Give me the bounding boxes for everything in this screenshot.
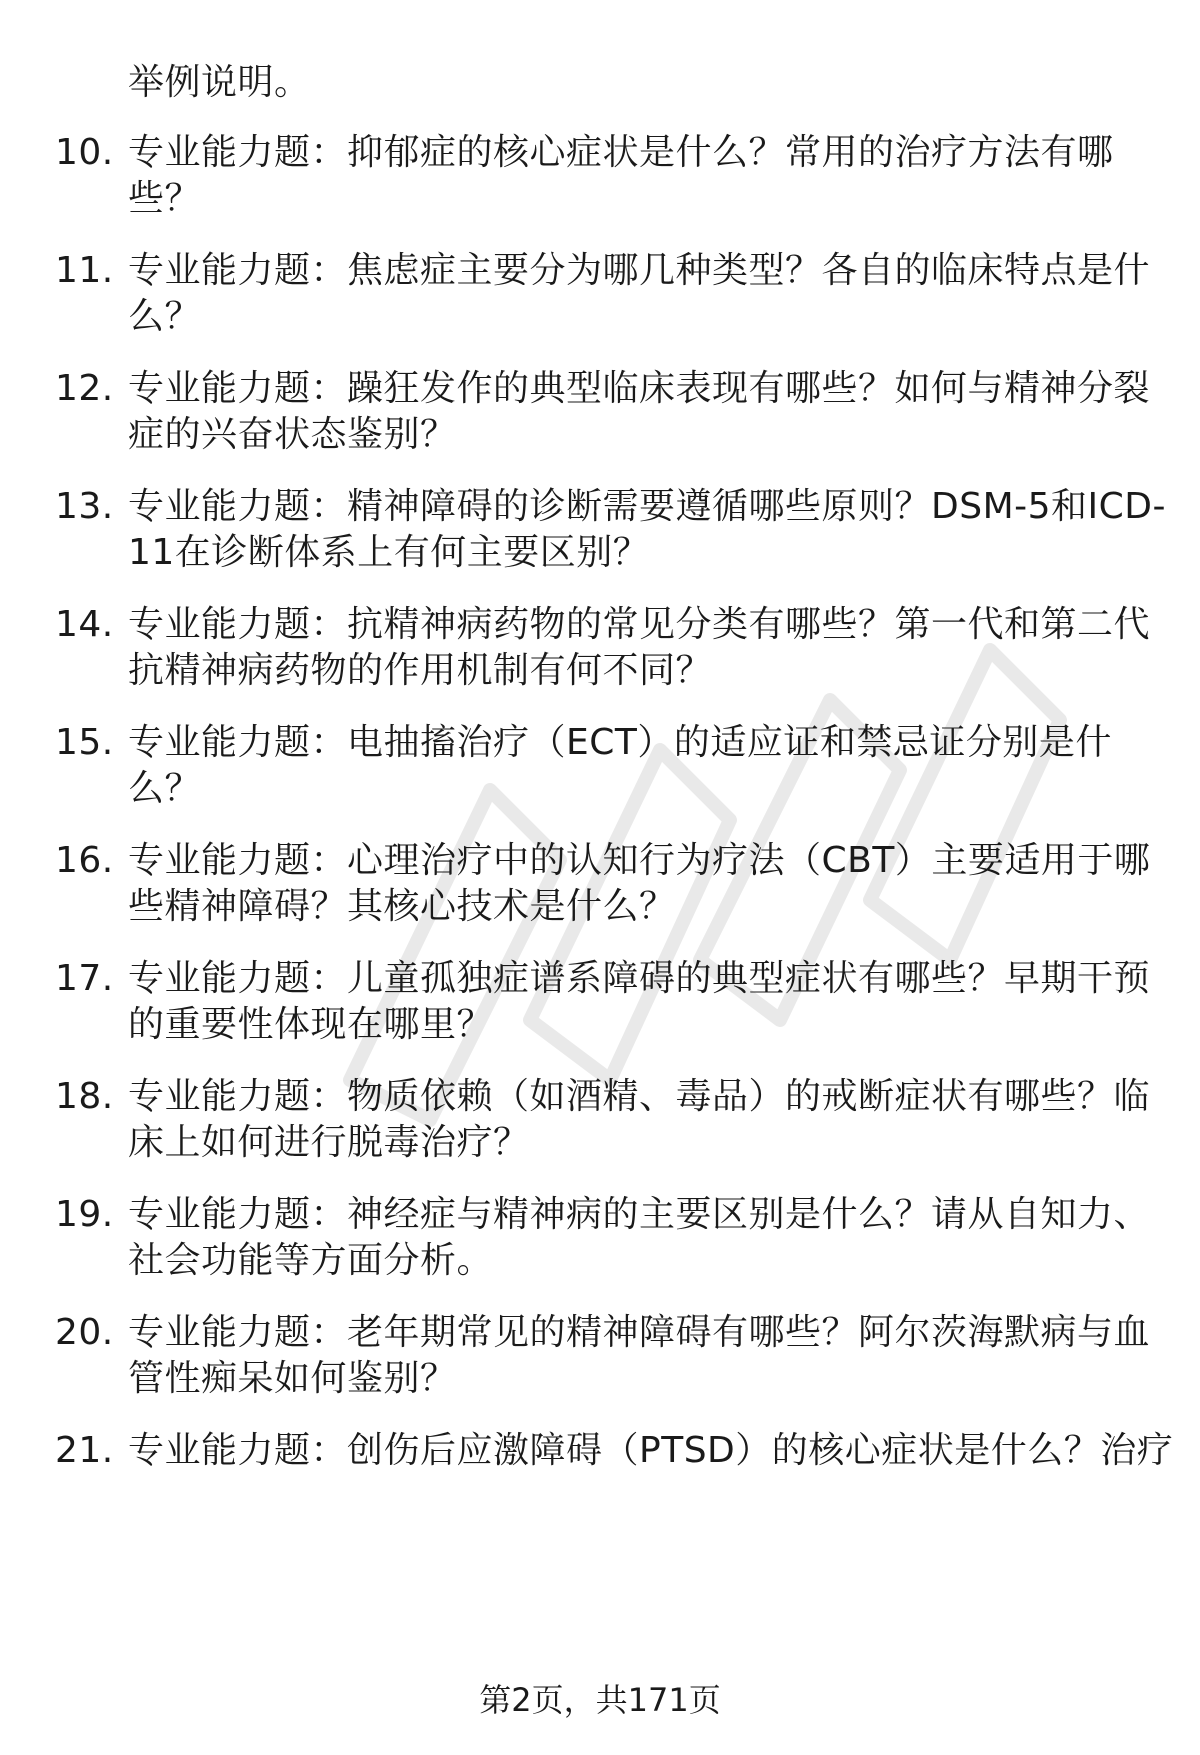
question-number: 11. xyxy=(55,250,114,291)
question-text-line1: 专业能力题：抗精神病药物的常见分类有哪些？第一代和第二代 xyxy=(128,604,1151,645)
question-text-line2: 抗精神病药物的作用机制有何不同？ xyxy=(128,650,713,691)
question-number: 17. xyxy=(55,958,114,999)
question-text-line1: 专业能力题：心理治疗中的认知行为疗法（CBT）主要适用于哪 xyxy=(128,840,1151,881)
question-text-line1: 专业能力题：创伤后应激障碍（PTSD）的核心症状是什么？治疗 xyxy=(128,1430,1174,1471)
question-text-line1: 专业能力题：物质依赖（如酒精、毒品）的戒断症状有哪些？临 xyxy=(128,1076,1151,1117)
question-text-line1: 专业能力题：抑郁症的核心症状是什么？常用的治疗方法有哪 xyxy=(128,132,1114,173)
question-text-line2: 么？ xyxy=(128,296,202,337)
question-number: 16. xyxy=(55,840,114,881)
question-text-line2: 床上如何进行脱毒治疗？ xyxy=(128,1122,530,1163)
question-text-line2: 么？ xyxy=(128,768,202,809)
question-text-line2: 症的兴奋状态鉴别？ xyxy=(128,414,457,455)
question-number: 19. xyxy=(55,1194,114,1235)
question-text-line1: 专业能力题：儿童孤独症谱系障碍的典型症状有哪些？早期干预 xyxy=(128,958,1151,999)
continuation-text: 举例说明。 xyxy=(128,62,311,103)
question-text-line2: 社会功能等方面分析。 xyxy=(128,1240,494,1281)
question-number: 18. xyxy=(55,1076,114,1117)
question-text-line2: 些？ xyxy=(128,178,202,219)
question-number: 15. xyxy=(55,722,114,763)
question-number: 14. xyxy=(55,604,114,645)
question-text-line1: 专业能力题：精神障碍的诊断需要遵循哪些原则？DSM-5和ICD- xyxy=(128,486,1166,527)
question-number: 13. xyxy=(55,486,114,527)
question-text-line1: 专业能力题：老年期常见的精神障碍有哪些？阿尔茨海默病与血 xyxy=(128,1312,1151,1353)
question-text-line2: 11在诊断体系上有何主要区别？ xyxy=(128,532,650,573)
question-text-line1: 专业能力题：电抽搐治疗（ECT）的适应证和禁忌证分别是什 xyxy=(128,722,1112,763)
question-number: 21. xyxy=(55,1430,114,1471)
question-number: 12. xyxy=(55,368,114,409)
page-footer: 第2页，共171页 xyxy=(479,1681,721,1719)
question-text-line1: 专业能力题：神经症与精神病的主要区别是什么？请从自知力、 xyxy=(128,1194,1151,1235)
question-number: 20. xyxy=(55,1312,114,1353)
question-text-line1: 专业能力题：焦虑症主要分为哪几种类型？各自的临床特点是什 xyxy=(128,250,1151,291)
question-text-line2: 些精神障碍？其核心技术是什么？ xyxy=(128,886,676,927)
question-text-line2: 的重要性体现在哪里？ xyxy=(128,1004,494,1045)
question-text-line2: 管性痴呆如何鉴别？ xyxy=(128,1358,457,1399)
question-text-line1: 专业能力题：躁狂发作的典型临床表现有哪些？如何与精神分裂 xyxy=(128,368,1151,409)
question-number: 10. xyxy=(55,132,114,173)
